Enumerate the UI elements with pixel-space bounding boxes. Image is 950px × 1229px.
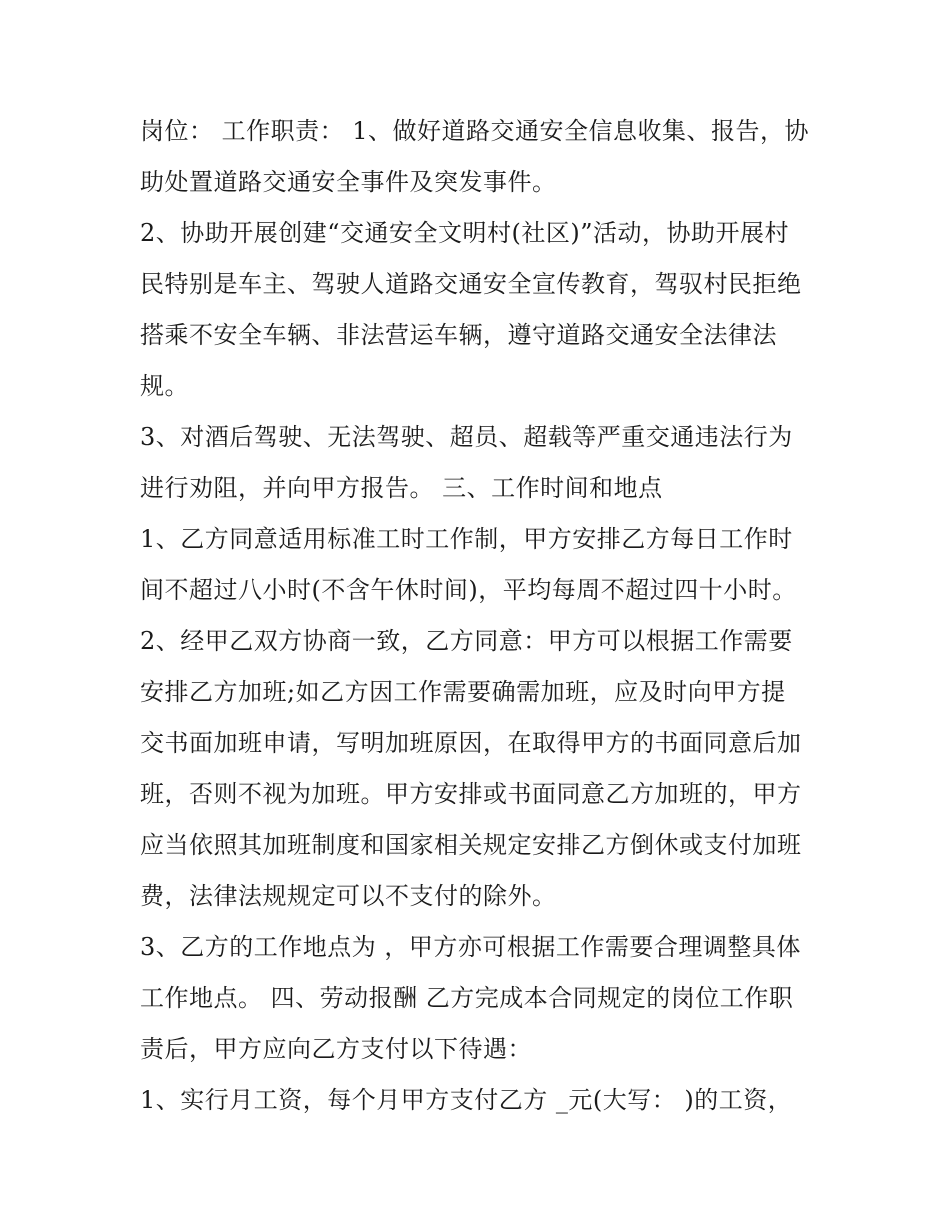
text-line: 安排乙方加班;如乙方因工作需要确需加班，应及时向甲方提 [140,678,786,706]
text-line: 助处置道路交通安全事件及突发事件。 [140,168,557,196]
text-line: 交书面加班申请，写明加班原因，在取得甲方的书面同意后加 [140,729,802,757]
text-line: 班，否则不视为加班。甲方安排或书面同意乙方加班的，甲方 [140,780,802,808]
document-body [140,106,820,1126]
text-line: 费，法律法规规定可以不支付的除外。 [140,882,557,910]
text-line: 规。 [140,372,189,400]
text-line: 进行劝阻，并向甲方报告。 三、工作时间和地点 [140,474,663,502]
text-line: 3、对酒后驾驶、无法驾驶、超员、超载等严重交通违法行为 [140,423,793,451]
text-line: 责后，甲方应向乙方支付以下待遇： [140,1035,532,1063]
text-line: 工作地点。 四、劳动报酬 乙方完成本合同规定的岗位工作职 [140,984,794,1012]
text-line: 1、实行月工资，每个月甲方支付乙方 _元(大写： )的工资， [140,1086,793,1114]
text-line: 应当依照其加班制度和国家相关规定安排乙方倒休或支付加班 [140,831,802,859]
text-line: 1、乙方同意适用标准工时工作制，甲方安排乙方每日工作时 [140,525,793,553]
text-line: 2、经甲乙双方协商一致，乙方同意：甲方可以根据工作需要 [140,627,793,655]
text-line: 岗位： 工作职责： 1、做好道路交通安全信息收集、报告，协 [140,117,810,145]
text-line: 搭乘不安全车辆、非法营运车辆，遵守道路交通安全法律法 [140,321,777,349]
text-line: 2、协助开展创建“交通安全文明村(社区)”活动，协助开展村 [140,219,790,247]
text-line: 间不超过八小时(不含午休时间)，平均每周不超过四十小时。 [140,576,797,604]
text-line: 3、乙方的工作地点为 ，甲方亦可根据工作需要合理调整具体 [140,933,801,961]
text-line: 民特别是车主、驾驶人道路交通安全宣传教育，驾驭村民拒绝 [140,270,802,298]
